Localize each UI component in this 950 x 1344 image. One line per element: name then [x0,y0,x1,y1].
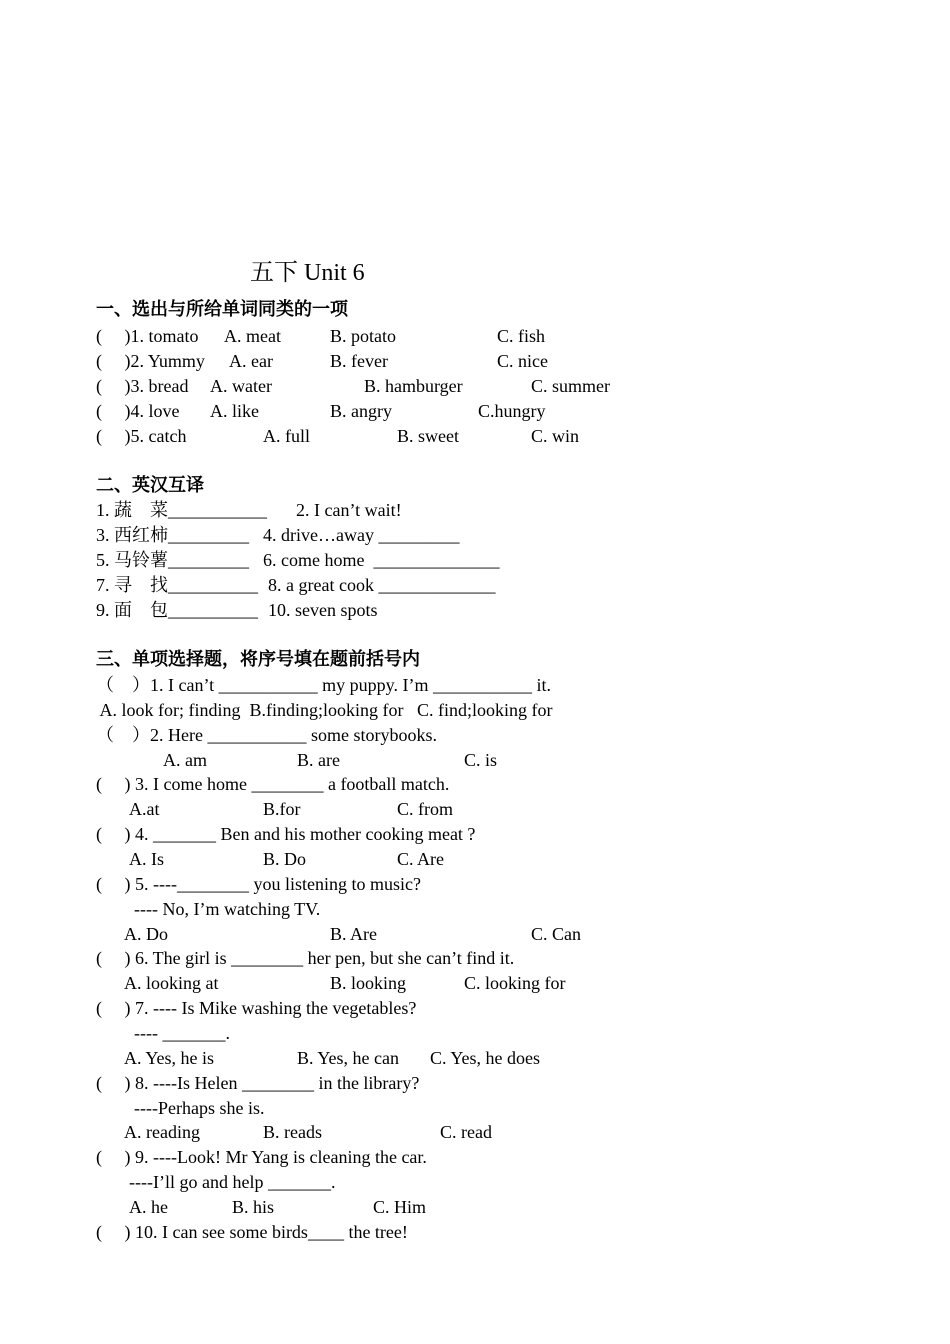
option-b: B. Do [263,849,307,869]
question-line: （ ）1. I can’t ___________ my puppy. I’m ___________ it. [96,675,551,695]
dialogue-line: ----Perhaps she is. [134,1098,265,1118]
question-line: ( ) 4. _______ Ben and his mother cooking meat ? [96,824,476,844]
question-line: ( ) 5. ----________ you listening to music? [96,874,421,894]
option-a: A. looking at [124,973,219,993]
translation-left: 9. 面 包__________ [96,600,258,620]
option-b: B. potato [330,326,396,346]
option-b: B. fever [330,351,388,371]
translation-left: 3. 西红柿_________ [96,525,249,545]
option-c: C. is [464,750,498,770]
translation-right: 6. come home ______________ [263,550,500,570]
option-c: C. Are [397,849,444,869]
option-a: A. am [163,750,207,770]
option-a: A. like [210,401,259,421]
option-c: C.hungry [478,401,546,421]
option-b: B. Yes, he can [297,1048,399,1068]
option-a: A.at [129,799,160,819]
option-c: C. summer [531,376,610,396]
option-a: A. Do [124,924,168,944]
translation-left: 5. 马铃薯_________ [96,550,249,570]
translation-right: 4. drive…away _________ [263,525,460,545]
translation-right: 8. a great cook _____________ [268,575,496,595]
translation-left: 1. 蔬 菜___________ [96,500,267,520]
option-c: C. win [531,426,580,446]
option-a: A. Is [129,849,164,869]
dialogue-line: ---- No, I’m watching TV. [134,899,321,919]
option-c: C. nice [497,351,548,371]
page-title: 五下 Unit 6 [250,260,365,286]
question-line: ( ) 6. The girl is ________ her pen, but she can’t find it. [96,948,515,968]
option-c: C. read [440,1122,492,1142]
question-stem: ( )3. bread [96,376,189,396]
option-c: C. Him [373,1197,427,1217]
option-c: C. from [397,799,453,819]
option-c: C. Can [531,924,582,944]
option-c: C. fish [497,326,546,346]
question-line: ( ) 8. ----Is Helen ________ in the library? [96,1073,420,1093]
option-a: A. he [129,1197,168,1217]
option-a: A. Yes, he is [124,1048,215,1068]
option-b: B. his [232,1197,275,1217]
option-b: B. reads [263,1122,322,1142]
question-stem: ( )1. tomato [96,326,199,346]
question-line: ( ) 9. ----Look! Mr Yang is cleaning the car. [96,1147,427,1167]
section2-heading: 二、英汉互译 [96,475,204,496]
option-a: A. ear [229,351,273,371]
translation-left: 7. 寻 找__________ [96,575,258,595]
option-b: B. angry [330,401,392,421]
option-b: B. are [297,750,340,770]
question-line: ( ) 7. ---- Is Mike washing the vegetables? [96,998,417,1018]
option-a: A. full [263,426,310,446]
dialogue-line: ----I’ll go and help _______. [129,1172,336,1192]
option-b: B. looking [330,973,407,993]
question-stem: ( )5. catch [96,426,187,446]
option-b: B.for [263,799,301,819]
option-c: C. looking for [464,973,566,993]
option-line: A. look for; finding B.finding;looking for C. find;looking for [96,700,553,720]
option-b: B. hamburger [364,376,463,396]
question-line: ( ) 10. I can see some birds____ the tree! [96,1222,408,1242]
option-c: C. Yes, he does [430,1048,541,1068]
option-a: A. reading [124,1122,200,1142]
option-b: B. Are [330,924,377,944]
section3-heading: 三、单项选择题，将序号填在题前括号内 [96,649,420,670]
section1-heading: 一、选出与所给单词同类的一项 [96,299,348,320]
option-a: A. meat [224,326,281,346]
option-a: A. water [210,376,272,396]
question-stem: ( )4. love [96,401,180,421]
translation-right: 2. I can’t wait! [296,500,402,520]
translation-right: 10. seven spots [268,600,378,620]
dialogue-line: ---- _______. [134,1023,230,1043]
question-line: （ ）2. Here ___________ some storybooks. [96,725,437,745]
question-line: ( ) 3. I come home ________ a football match. [96,774,450,794]
option-b: B. sweet [397,426,459,446]
question-stem: ( )2. Yummy [96,351,205,371]
